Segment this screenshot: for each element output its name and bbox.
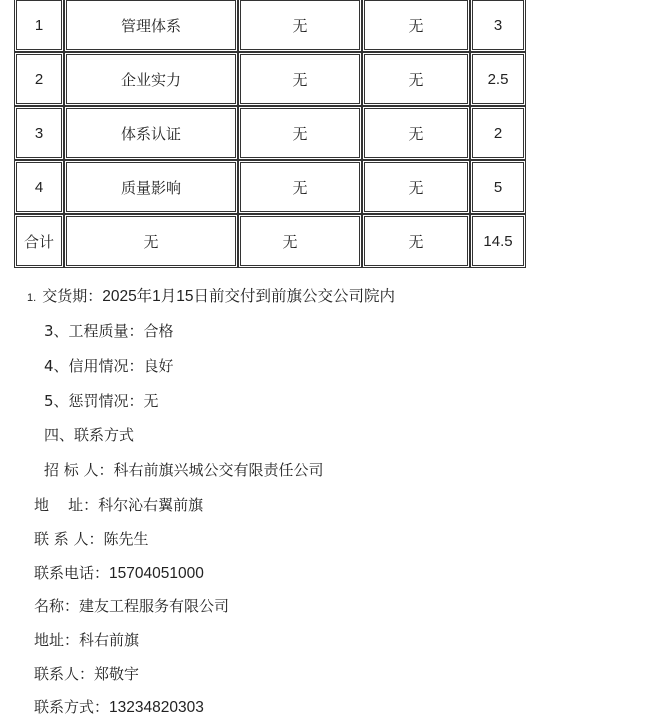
col4-cell: 无 (362, 0, 470, 52)
agent-name-line: 名称：建友工程服务有限公司 (34, 597, 230, 615)
table-row (14, 52, 526, 106)
table-row (14, 0, 526, 52)
delivery-line (27, 284, 395, 306)
item-cell: 体系认证 (64, 106, 238, 160)
agent-phone-label: 联系方式： (34, 698, 110, 716)
phone-line (34, 562, 204, 583)
score-cell: 3 (470, 0, 526, 52)
col3-cell: 无 (238, 214, 362, 268)
row-number-cell: 4 (14, 160, 64, 214)
score-cell: 2 (470, 106, 526, 160)
agent-address-line: 地址：科右前旗 (34, 631, 140, 649)
col4-cell: 无 (362, 160, 470, 214)
score-cell: 5 (470, 160, 526, 214)
col3-cell: 无 (238, 106, 362, 160)
bidder-line: 招 标 人：科右前旗兴城公交有限责任公司 (44, 461, 324, 479)
score-cell: 2.5 (470, 52, 526, 106)
item-cell: 企业实力 (64, 52, 238, 106)
delivery-date: 2025年1月15日前交付到前旗公交公司院内 (102, 288, 396, 305)
item-cell: 管理体系 (64, 0, 238, 52)
col3-cell: 无 (238, 160, 362, 214)
contact-heading: 四、联系方式 (44, 426, 135, 444)
table-row-total (14, 214, 526, 268)
score-table (14, 0, 526, 268)
row-number-cell: 1 (14, 0, 64, 52)
col4-cell: 无 (362, 214, 470, 268)
phone-label: 联系电话： (34, 564, 110, 582)
col3-cell: 无 (238, 0, 362, 52)
penalty-line: 5、惩罚情况：无 (44, 392, 159, 410)
total-score-cell: 14.5 (470, 214, 526, 268)
agent-phone-line (34, 696, 204, 717)
agent-phone-number: 13234820303 (109, 699, 204, 716)
contact-person-line: 联 系 人：陈先生 (34, 530, 149, 548)
credit-line: 4、信用情况：良好 (44, 357, 174, 375)
total-label-cell: 合计 (14, 214, 64, 268)
table-row (14, 160, 526, 214)
delivery-label: 交货期： (42, 287, 103, 305)
row-number-cell: 2 (14, 52, 64, 106)
list-marker: 1. (27, 292, 37, 304)
col4-cell: 无 (362, 52, 470, 106)
row-number-cell: 3 (14, 106, 64, 160)
agent-contact-line: 联系人：郑敬宇 (34, 665, 140, 683)
phone-number: 15704051000 (109, 565, 204, 582)
address-line: 地 址：科尔沁右翼前旗 (34, 496, 204, 514)
col3-cell: 无 (238, 52, 362, 106)
item-cell: 质量影响 (64, 160, 238, 214)
col4-cell: 无 (362, 106, 470, 160)
quality-line: 3、工程质量：合格 (44, 322, 174, 340)
item-cell: 无 (64, 214, 238, 268)
table-row (14, 106, 526, 160)
